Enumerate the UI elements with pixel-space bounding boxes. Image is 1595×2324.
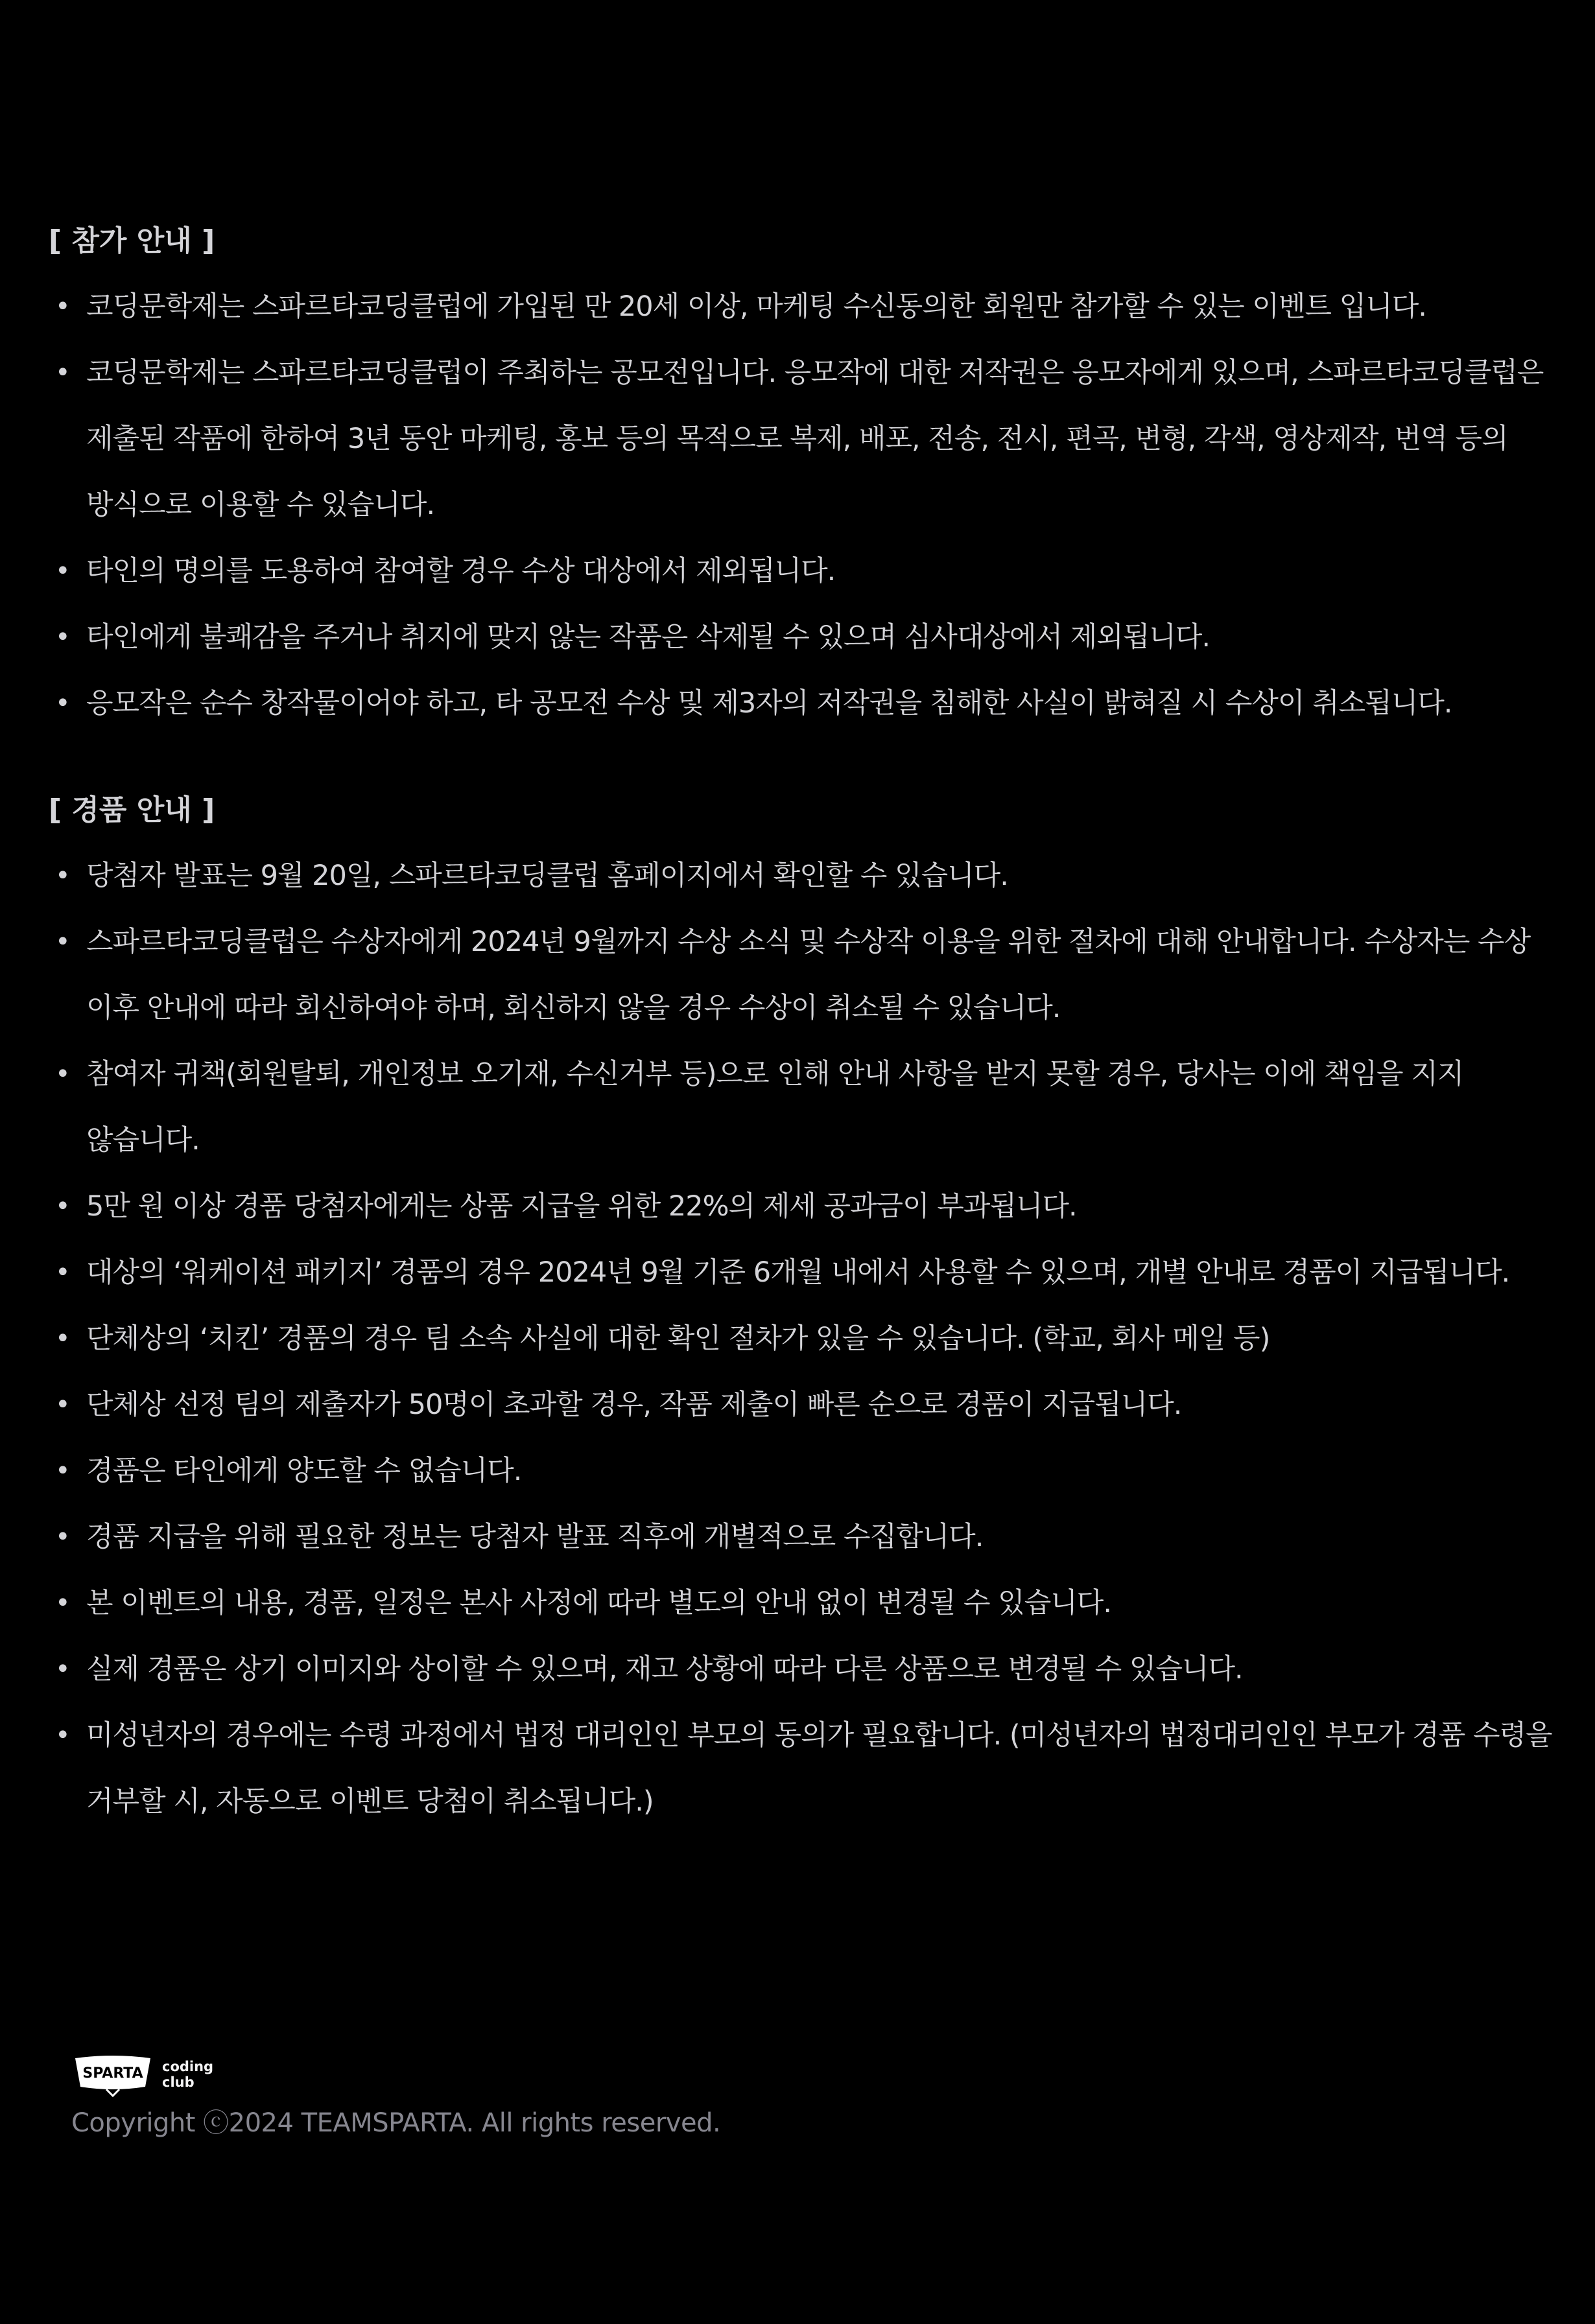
logo-text bbox=[162, 2059, 213, 2090]
list-item-text: 실제 경품은 상기 이미지와 상이할 수 있으며, 재고 상황에 따라 다른 상품으로 변경될 수 있습니다. bbox=[86, 1653, 1243, 1685]
logo-text-line2: club bbox=[162, 2074, 195, 2090]
list-item-text: 타인에게 불쾌감을 주거나 취지에 맞지 않는 작품은 삭제될 수 있으며 심사대상에서 제외됩니다. bbox=[86, 621, 1211, 653]
list-item bbox=[49, 1239, 1553, 1306]
list-item bbox=[49, 909, 1553, 1041]
list-item bbox=[49, 1702, 1553, 1835]
logo-badge-text: SPARTA bbox=[82, 2065, 143, 2082]
list-item-text: 코딩문학제는 스파르타코딩클럽에 가입된 만 20세 이상, 마케팅 수신동의한 회원만 참가할 수 있는 이벤트 입니다. bbox=[86, 290, 1426, 323]
prizes-list bbox=[49, 843, 1553, 1835]
sparta-badge-icon bbox=[71, 2052, 154, 2097]
bullet-icon: • bbox=[55, 1191, 70, 1221]
list-item-text: 단체상의 ‘치킨’ 경품의 경우 팀 소속 사실에 대한 확인 절차가 있을 수 있습니다. (학교, 회사 메일 등) bbox=[86, 1322, 1270, 1355]
bullet-icon: • bbox=[55, 688, 70, 718]
logo-text-line1: coding bbox=[162, 2059, 214, 2074]
bullet-icon: • bbox=[55, 292, 70, 322]
list-item-text: 스파르타코딩클럽은 수상자에게 2024년 9월까지 수상 소식 및 수상작 이용을 위한 절차에 대해 안내합니다. 수상자는 수상 이후 안내에 따라 회신하여야 하며, 회신하지 않을 경우 수상이 취소될 수 있습니다. bbox=[86, 926, 1531, 1024]
list-item-text: 경품 지급을 위해 필요한 정보는 당첨자 발표 직후에 개별적으로 수집합니다. bbox=[86, 1521, 984, 1553]
bullet-icon: • bbox=[55, 1390, 70, 1420]
bullet-icon: • bbox=[55, 1720, 70, 1750]
bullet-icon: • bbox=[55, 861, 70, 891]
list-item-text: 미성년자의 경우에는 수령 과정에서 법정 대리인인 부모의 동의가 필요합니다. (미성년자의 법정대리인인 부모가 경품 수령을 거부할 시, 자동으로 이벤트 당첨이 취소됩니다.) bbox=[86, 1719, 1552, 1818]
list-item bbox=[49, 274, 1553, 340]
event-notice-content bbox=[49, 219, 1553, 1835]
list-item bbox=[49, 1570, 1553, 1636]
list-item bbox=[49, 340, 1553, 538]
list-item bbox=[49, 1438, 1553, 1504]
copyright-text: Copyright ⓒ2024 TEAMSPARTA. All rights reserved. bbox=[71, 2108, 721, 2138]
sparta-coding-club-logo[interactable] bbox=[71, 2052, 849, 2097]
bullet-icon: • bbox=[55, 358, 70, 388]
list-item bbox=[49, 538, 1553, 604]
list-item bbox=[49, 1372, 1553, 1438]
list-item-text: 참여자 귀책(회원탈퇴, 개인정보 오기재, 수신거부 등)으로 인해 안내 사항을 받지 못할 경우, 당사는 이에 책임을 지지 않습니다. bbox=[86, 1058, 1464, 1156]
list-item-text: 당첨자 발표는 9월 20일, 스파르타코딩클럽 홈페이지에서 확인할 수 있습니다. bbox=[86, 860, 1008, 892]
list-item bbox=[49, 843, 1553, 909]
list-item bbox=[49, 1504, 1553, 1570]
list-item bbox=[49, 1173, 1553, 1239]
participation-title: [ 참가 안내 ] bbox=[49, 224, 215, 257]
participation-list bbox=[49, 274, 1553, 736]
list-item-text: 타인의 명의를 도용하여 참여할 경우 수상 대상에서 제외됩니다. bbox=[86, 555, 836, 587]
bullet-icon: • bbox=[55, 1588, 70, 1618]
prizes-section bbox=[49, 788, 1553, 1835]
list-item bbox=[49, 1636, 1553, 1702]
bullet-icon: • bbox=[55, 1258, 70, 1287]
participation-section bbox=[49, 219, 1553, 736]
bullet-icon: • bbox=[55, 556, 70, 586]
list-item-text: 단체상 선정 팀의 제출자가 50명이 초과할 경우, 작품 제출이 빠른 순으로 경품이 지급됩니다. bbox=[86, 1389, 1182, 1421]
prizes-title: [ 경품 안내 ] bbox=[49, 793, 215, 827]
footer bbox=[71, 2052, 849, 2141]
bullet-icon: • bbox=[55, 1654, 70, 1684]
bullet-icon: • bbox=[55, 1522, 70, 1552]
list-item-text: 코딩문학제는 스파르타코딩클럽이 주최하는 공모전입니다. 응모작에 대한 저작권은 응모자에게 있으며, 스파르타코딩클럽은 제출된 작품에 한하여 3년 동안 마케팅, 홍보 등의 목적으로 복제, 배포, 전송, 전시, 편곡, 변형, 각색, 영상제작, 번역 등의 방식으로 이용할 수 있습니다. bbox=[86, 357, 1544, 521]
list-item bbox=[49, 670, 1553, 736]
list-item bbox=[49, 1041, 1553, 1173]
bullet-icon: • bbox=[55, 622, 70, 652]
bullet-icon: • bbox=[55, 1059, 70, 1089]
list-item-text: 응모작은 순수 창작물이어야 하고, 타 공모전 수상 및 제3자의 저작권을 침해한 사실이 밝혀질 시 수상이 취소됩니다. bbox=[86, 687, 1452, 720]
list-item-text: 경품은 타인에게 양도할 수 없습니다. bbox=[86, 1455, 522, 1487]
list-item bbox=[49, 604, 1553, 670]
bullet-icon: • bbox=[55, 927, 70, 957]
list-item bbox=[49, 1306, 1553, 1372]
bullet-icon: • bbox=[55, 1456, 70, 1486]
list-item-text: 5만 원 이상 경품 당첨자에게는 상품 지급을 위한 22%의 제세 공과금이 부과됩니다. bbox=[86, 1190, 1077, 1223]
bullet-icon: • bbox=[55, 1324, 70, 1354]
list-item-text: 본 이벤트의 내용, 경품, 일정은 본사 사정에 따라 별도의 안내 없이 변경될 수 있습니다. bbox=[86, 1587, 1111, 1619]
list-item-text: 대상의 ‘워케이션 패키지’ 경품의 경우 2024년 9월 기준 6개월 내에서 사용할 수 있으며, 개별 안내로 경품이 지급됩니다. bbox=[86, 1256, 1510, 1289]
